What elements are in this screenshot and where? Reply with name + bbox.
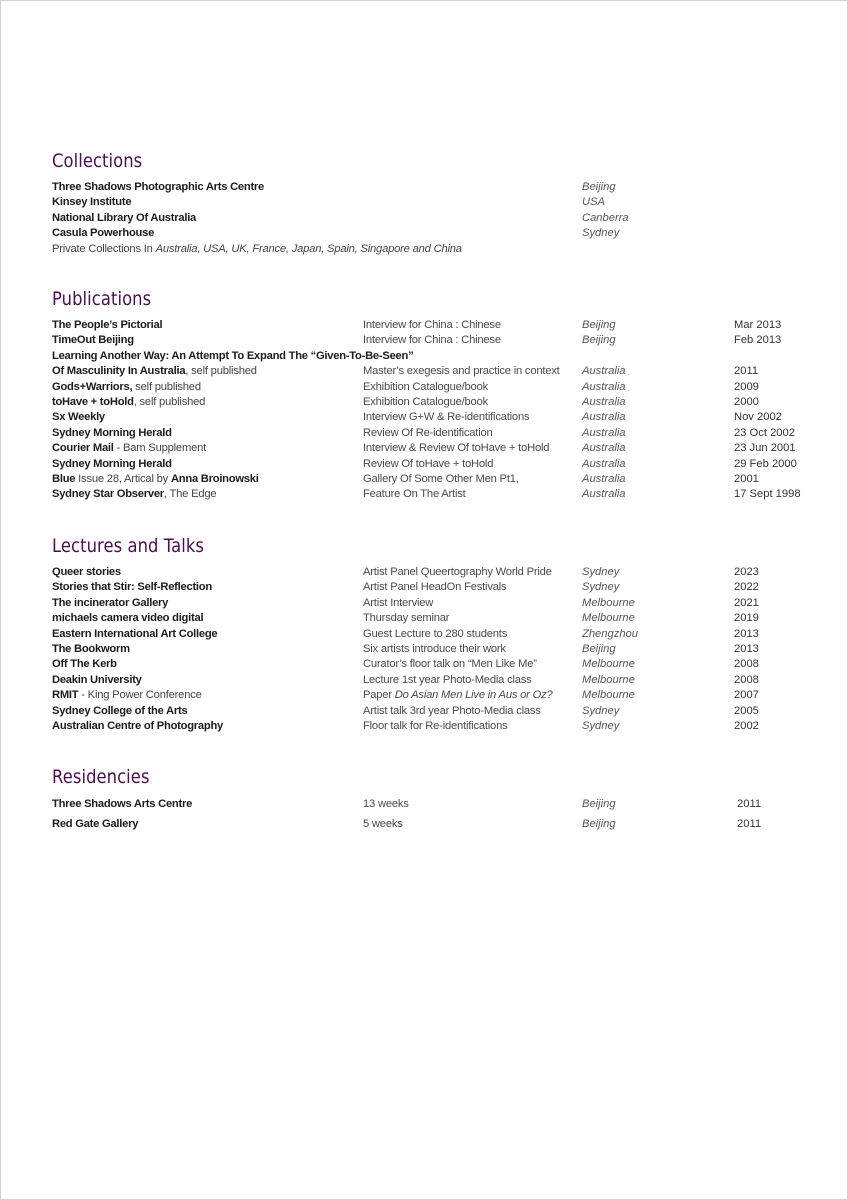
lecture-place: Sydney	[582, 566, 620, 578]
table-row	[52, 704, 832, 719]
table-row	[52, 815, 832, 835]
lecture-extra: - King Power Conference	[78, 689, 202, 702]
publication-desc: Exhibition Catalogue/book	[363, 395, 488, 408]
residency-name: Three Shadows Arts Centre	[52, 798, 193, 810]
lecture-year: 2007	[734, 689, 759, 702]
publication-desc: Interview for China : Chinese	[363, 334, 501, 347]
lecture-desc	[363, 688, 553, 703]
table-row	[52, 580, 832, 595]
lecture-name: michaels camera video digital	[52, 612, 204, 625]
lecture-year: 2013	[734, 627, 759, 640]
publication-date: 2000	[734, 395, 759, 408]
private-collections-text	[52, 242, 462, 257]
publication-name: Of Masculinity In Australia	[52, 365, 186, 378]
residency-place: Beijing	[582, 798, 616, 810]
publication-desc: Review Of Re-identification	[363, 426, 493, 439]
lecture-name: Sydney College of the Arts	[52, 704, 188, 717]
collections-heading: Collections	[52, 150, 143, 172]
lecture-name: The Bookworm	[52, 642, 130, 655]
lecture-year: 2008	[734, 673, 759, 686]
lecture-place: Melbourne	[582, 596, 635, 609]
publication-desc: Gallery Of Some Other Men Pt1,	[363, 472, 519, 485]
publication-date: Mar 2013	[734, 319, 782, 331]
publications-section	[52, 287, 832, 503]
list-item	[52, 226, 832, 241]
table-row	[52, 565, 832, 580]
table-row	[52, 472, 832, 487]
table-row	[52, 596, 832, 611]
publication-date: 17 Sept 1998	[734, 488, 801, 501]
residencies-heading: Residencies	[52, 766, 150, 788]
table-row	[52, 611, 832, 626]
lecture-name: Eastern International Art College	[52, 627, 218, 640]
lecture-year: 2023	[734, 566, 759, 578]
lectures-list	[52, 565, 832, 734]
lecture-year: 2019	[734, 612, 759, 625]
lecture-name: Queer stories	[52, 566, 121, 578]
residency-name: Red Gate Gallery	[52, 817, 139, 830]
publication-name: The People’s Pictorial	[52, 319, 163, 331]
table-row	[52, 349, 832, 364]
table-row	[52, 426, 832, 441]
lecture-desc: Artist talk 3rd year Photo-Media class	[363, 704, 541, 717]
table-row	[52, 642, 832, 657]
table-row	[52, 333, 832, 348]
table-row	[52, 410, 832, 425]
lecture-place: Melbourne	[582, 689, 635, 702]
table-row	[52, 364, 832, 379]
lecture-place: Sydney	[582, 581, 620, 594]
lecture-desc: Thursday seminar	[363, 612, 450, 625]
publications-heading: Publications	[52, 288, 152, 310]
publication-desc: Review Of toHave + toHold	[363, 457, 494, 470]
lecture-place: Sydney	[582, 719, 620, 732]
publication-name: Courier Mail	[52, 442, 114, 455]
private-collections-prefix: Private Collections In	[52, 242, 156, 255]
lecture-desc: Artist Panel HeadOn Festivals	[363, 581, 507, 594]
publication-desc: Interview for China : Chinese	[363, 319, 501, 331]
publication-desc: Interview G+W & Re-identifications	[363, 411, 530, 424]
publication-place: Australia	[582, 457, 626, 470]
collection-place: Canberra	[582, 211, 629, 224]
private-collections-row	[52, 242, 832, 257]
table-row	[52, 627, 832, 642]
publication-place: Australia	[582, 365, 626, 378]
publication-date: 23 Oct 2002	[734, 426, 795, 439]
table-row	[52, 318, 832, 333]
publication-desc: Exhibition Catalogue/book	[363, 380, 488, 393]
lecture-name: Australian Centre of Photography	[52, 719, 224, 732]
lecture-name: Stories that Stir: Self-Reflection	[52, 581, 212, 594]
lecture-desc: Guest Lecture to 280 students	[363, 627, 508, 640]
publication-desc: Master’s exegesis and practice in context	[363, 365, 560, 378]
collection-name: Kinsey Institute	[52, 196, 132, 209]
publication-name: TimeOut Beijing	[52, 334, 134, 347]
publication-place: Australia	[582, 411, 626, 424]
collection-name: Casula Powerhouse	[52, 227, 155, 240]
publication-extra: - Bam Supplement	[113, 442, 207, 455]
publication-name: Gods+Warriors,	[52, 380, 133, 393]
table-row	[52, 395, 832, 410]
table-row	[52, 380, 832, 395]
publication-date: 23 Jun 2001	[734, 442, 796, 455]
lecture-year: 2013	[734, 642, 759, 655]
publication-name: Blue	[52, 472, 76, 485]
lecture-name: Off The Kerb	[52, 658, 117, 671]
publication-place: Australia	[582, 395, 626, 408]
collection-place: Sydney	[582, 227, 620, 240]
table-row	[52, 719, 832, 734]
lecture-desc: Curator’s floor talk on “Men Like Me”	[363, 658, 537, 671]
publication-place: Australia	[582, 442, 626, 455]
publication-extra: , The Edge	[163, 488, 217, 501]
lecture-desc: Lecture 1st year Photo-Media class	[363, 673, 532, 686]
publication-name: Sydney Morning Herald	[52, 457, 172, 470]
publication-place: Australia	[582, 472, 626, 485]
lecture-place: Zhengzhou	[582, 627, 638, 640]
lecture-place: Beijing	[582, 642, 616, 655]
publication-author: Anna Broinowski	[170, 472, 259, 485]
lecture-desc: Artist Panel Queertography World Pride	[363, 566, 552, 578]
publication-place: Australia	[582, 488, 626, 501]
list-item	[52, 211, 832, 226]
publication-name: Sydney Morning Herald	[52, 426, 172, 439]
publication-name: Learning Another Way: An Attempt To Expand The “Given-To-Be-Seen”	[52, 349, 414, 362]
lecture-name: The incinerator Gallery	[52, 596, 169, 609]
lecture-desc: Six artists introduce their work	[363, 642, 506, 655]
lecture-place: Melbourne	[582, 658, 635, 671]
lecture-desc: Floor talk for Re-identifications	[363, 719, 508, 732]
table-row	[52, 673, 832, 688]
publication-date: 2001	[734, 472, 759, 485]
publication-place: Australia	[582, 380, 626, 393]
residency-duration: 13 weeks	[363, 798, 409, 810]
publication-extra: , self published	[133, 395, 206, 408]
collections-section	[52, 149, 832, 257]
residency-year: 2011	[737, 798, 762, 810]
publication-place: Australia	[582, 426, 626, 439]
lectures-section	[52, 534, 832, 734]
lecture-place: Melbourne	[582, 673, 635, 686]
table-row	[52, 657, 832, 672]
lecture-desc: Artist Interview	[363, 596, 434, 609]
lecture-place: Sydney	[582, 704, 620, 717]
table-row	[52, 441, 832, 456]
collections-list	[52, 180, 832, 257]
publication-date: 2011	[734, 365, 759, 378]
publications-list	[52, 318, 832, 503]
lecture-year: 2002	[734, 719, 759, 732]
collection-place: Beijing	[582, 181, 616, 193]
lecture-year: 2005	[734, 704, 759, 717]
table-row	[52, 457, 832, 472]
table-row	[52, 795, 832, 815]
residency-duration: 5 weeks	[363, 817, 403, 830]
residency-year: 2011	[737, 817, 762, 830]
publication-place: Beijing	[582, 334, 616, 347]
publication-place: Beijing	[582, 319, 616, 331]
publication-extra: self published	[132, 380, 201, 393]
lecture-year: 2021	[734, 596, 759, 609]
lecture-year: 2022	[734, 581, 759, 594]
publication-name: Sydney Star Observer	[52, 488, 164, 501]
lectures-heading: Lectures and Talks	[52, 535, 205, 557]
residencies-section	[52, 765, 832, 834]
residency-place: Beijing	[582, 817, 616, 830]
table-row	[52, 688, 832, 703]
residencies-list	[52, 795, 832, 834]
collection-name: Three Shadows Photographic Arts Centre	[52, 181, 265, 193]
list-item	[52, 195, 832, 210]
publication-name: toHave + toHold	[52, 395, 134, 408]
publication-extra: Issue 28, Artical by	[75, 472, 171, 485]
publication-extra: , self published	[185, 365, 257, 378]
table-row	[52, 487, 832, 502]
private-collections-places: Australia, USA, UK, France, Japan, Spain, Singapore and China	[155, 242, 462, 255]
publication-desc: Interview & Review Of toHave + toHold	[363, 442, 550, 455]
collection-place: USA	[582, 196, 606, 209]
collection-name: National Library Of Australia	[52, 211, 197, 224]
lecture-name: Deakin University	[52, 673, 142, 686]
lecture-name: RMIT	[52, 689, 79, 702]
publication-desc: Feature On The Artist	[363, 488, 466, 501]
publication-date: 29 Feb 2000	[734, 457, 797, 470]
lecture-desc-prefix: Paper	[363, 689, 395, 702]
list-item	[52, 180, 832, 195]
publication-date: Nov 2002	[734, 411, 782, 424]
publication-date: 2009	[734, 380, 759, 393]
publication-name: Sx Weekly	[52, 411, 105, 424]
publication-date: Feb 2013	[734, 334, 782, 347]
lecture-paper-title: Do Asian Men Live in Aus or Oz?	[394, 689, 553, 702]
lecture-year: 2008	[734, 658, 759, 671]
lecture-place: Melbourne	[582, 612, 635, 625]
